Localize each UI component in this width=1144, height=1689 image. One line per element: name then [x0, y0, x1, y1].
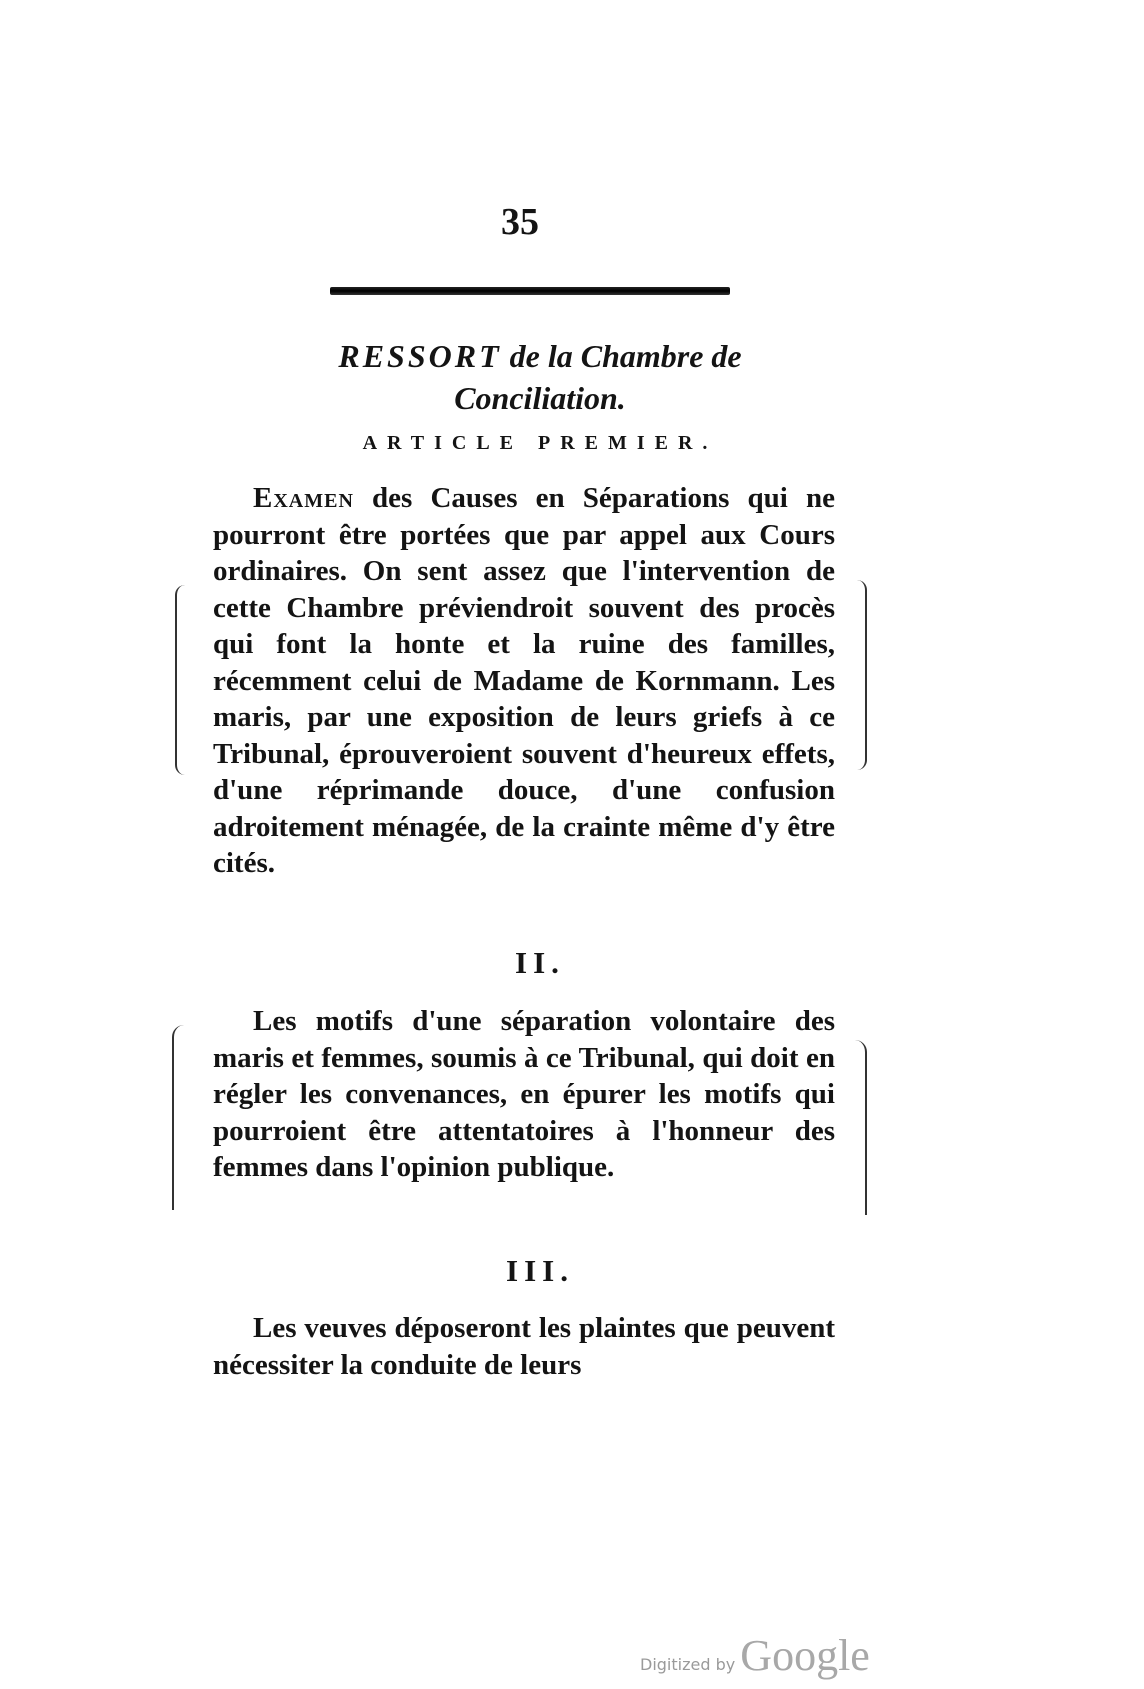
section-heading: [240, 335, 840, 419]
heading-line-2: Conciliation.: [454, 380, 626, 416]
watermark-brand: Google: [740, 1631, 870, 1680]
article-2-paragraph: Les motifs d'une séparation volontaire des maris et femmes, soumis à ce Tribunal, qui doit en régler les convenances, en épurer les motifs qui pourroient être attentatoires à l'honneur des femmes dans l'opinion publique.: [213, 1005, 835, 1183]
article-1-lead-word: Examen: [253, 482, 354, 514]
margin-bracket-left-1: [175, 585, 189, 775]
margin-bracket-right-1: [855, 580, 867, 770]
heading-caps: RESSORT: [338, 338, 502, 374]
digitized-watermark: [640, 1630, 880, 1681]
article-2-numeral: II.: [515, 945, 565, 980]
heading-line-1: [240, 335, 840, 377]
watermark-prefix: Digitized by: [640, 1655, 736, 1674]
heading-rule: [330, 287, 730, 295]
margin-bracket-right-2: [855, 1040, 867, 1215]
article-1-paragraph: [213, 480, 835, 882]
margin-bracket-left-2: [172, 1025, 186, 1210]
heading-line-1-rest: de la Chambre de: [501, 338, 742, 374]
article-1-text: des Causes en Séparations qui ne pourront être portées que par appel aux Cours ordinaires. On sent assez que l'intervention de cette Chambre préviendroit souvent des procès qui font la honte et la ruine des familles, récemment celui de Madame de Kornmann. Les maris, par une exposition de leurs griefs à ce Tribunal, éprouveroient souvent d'heureux effets, d'une réprimande douce, d'une confusion adroitement ménagée, de la crainte même d'y être cités.: [213, 482, 835, 879]
article-label: ARTICLE PREMIER.: [362, 432, 718, 454]
article-3-paragraph: Les veuves déposeront les plaintes que peuvent nécessiter la conduite de leurs: [213, 1312, 835, 1381]
article-3-numeral: III.: [506, 1253, 574, 1288]
page-number: 35: [501, 201, 539, 243]
